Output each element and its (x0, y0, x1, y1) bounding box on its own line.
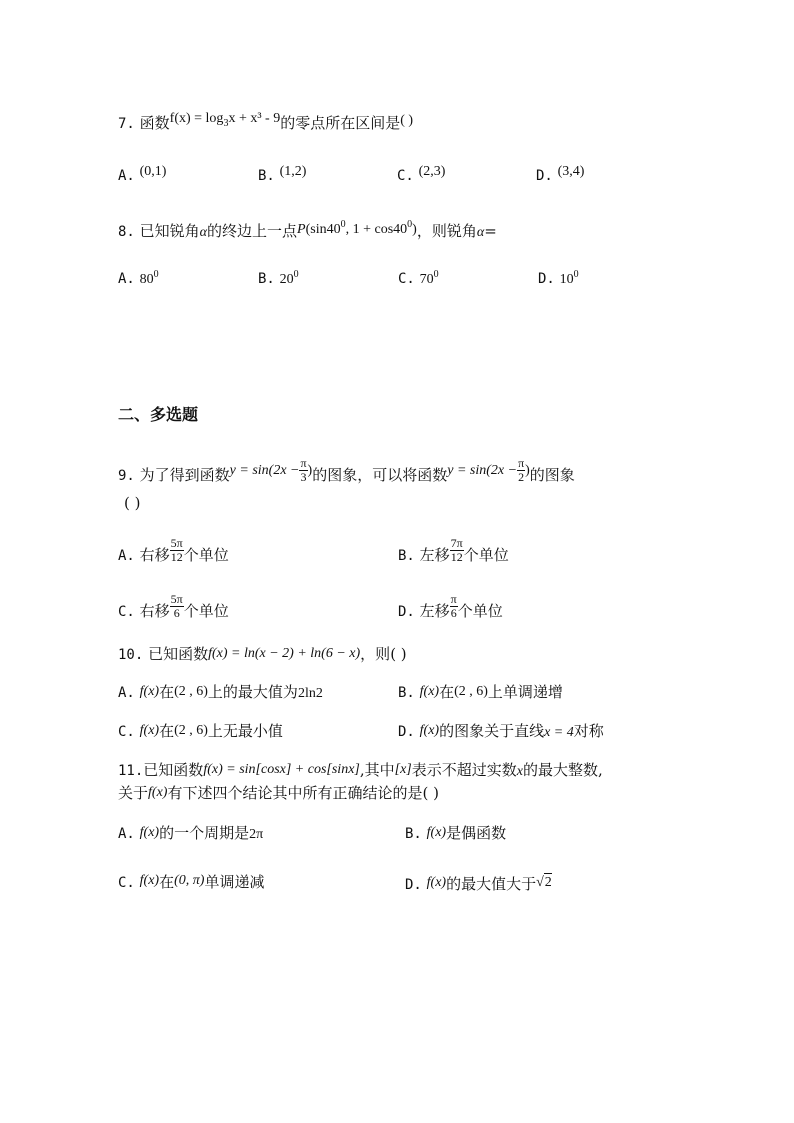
q11-formula: f(x) = sin[cosx] + cos[sinx] (203, 762, 360, 777)
q9-function-1: y = sin(2x − $\frac{\pi}{3}$ ) (229, 456, 313, 485)
q11-option-b: B. f(x)是偶函数 (405, 824, 507, 842)
section-heading: 二、多选题 (118, 405, 199, 424)
q10-stem: 10. 已知函数f(x) = ln(x − 2) + ln(6 − x)，则( ) (118, 645, 407, 663)
q7-option-d: D. (3,4) (536, 164, 585, 184)
q10-number: 10. (118, 647, 144, 663)
q7-option-c: C. (2,3) (397, 164, 446, 184)
q11-stem-line2: 关于f(x)有下述四个结论其中所有正确结论的是( ) (118, 784, 439, 802)
q10-option-a: A. f(x)在(2 , 6)上的最大值为2ln2 (118, 683, 323, 701)
q9-option-d: D. 左移 $\frac{\pi}{6}$ 个单位 (398, 591, 503, 620)
q8-option-b: B. $20^0$ (258, 269, 299, 287)
q10-option-b: B. f(x)在(2 , 6)上单调递增 (398, 683, 563, 701)
q7-option-a: A. (0,1) (118, 164, 167, 184)
q11-option-d: D. f(x)的最大值大于√2 (405, 875, 552, 893)
q10-formula: f(x) = ln(x − 2) + ln(6 − x) (208, 646, 361, 661)
q8-point: $P(\sin 40^0$, $1 + \cos 40^0$) (297, 219, 417, 237)
q9-answer-paren: ( ) (124, 494, 141, 512)
q11-number: 11. (118, 763, 144, 779)
q7-formula: $f(x) = \log_3x + x^3 - 9$ (169, 111, 281, 129)
q9-stem: 9. 为了得到函数y = sin(2x − $\frac{\pi}{3}$ )的图象，可以将函数y = sin(2x − $\frac{\pi}{2}$ )的图象 (118, 456, 575, 485)
q11-stem: 11.已知函数f(x) = sin[cosx] + cos[sinx],其中[x]表示不超过实数x的最大整数, (118, 761, 603, 779)
q8-stem: 8. 已知锐角α的终边上一点$P(\sin 40^0$, $1 + \cos 40^0$)，则锐角α= (118, 219, 497, 240)
q10-option-c: C. f(x)在(2 , 6)上无最小值 (118, 722, 283, 740)
q7-answer-paren: ( ) (400, 113, 414, 128)
q11-option-c: C. f(x)在(0, π)单调递减 (118, 873, 265, 891)
q8-option-a: A. $80^0$ (118, 269, 159, 287)
q10-option-d: D. f(x)的图象关于直线x = 4对称 (398, 722, 604, 740)
q7-stem (118, 111, 414, 135)
q9-number: 9. (118, 468, 135, 484)
q9-option-c: C. 右移 $\frac{5\pi}{6}$ 个单位 (118, 591, 229, 620)
q9-option-b: B. 左移 $\frac{7\pi}{12}$ 个单位 (398, 535, 509, 564)
q11-option-a: A. f(x)的一个周期是2π (118, 824, 264, 842)
q7-text-pre: 函数 (139, 114, 170, 132)
q8-alpha: α (199, 225, 208, 240)
q8-option-d: D. $10^0$ (538, 269, 579, 287)
q9-function-2: y = sin(2x − $\frac{\pi}{2}$ ) (447, 456, 530, 485)
q7-number: 7. (118, 116, 135, 132)
q7-text-post: 的零点所在区间是 (280, 114, 401, 132)
q8-option-c: C. $70^0$ (398, 269, 439, 287)
q7-option-b: B. (1,2) (258, 164, 307, 184)
q9-option-a: A. 右移 $\frac{5\pi}{12}$ 个单位 (118, 535, 229, 564)
q8-number: 8. (118, 224, 135, 240)
